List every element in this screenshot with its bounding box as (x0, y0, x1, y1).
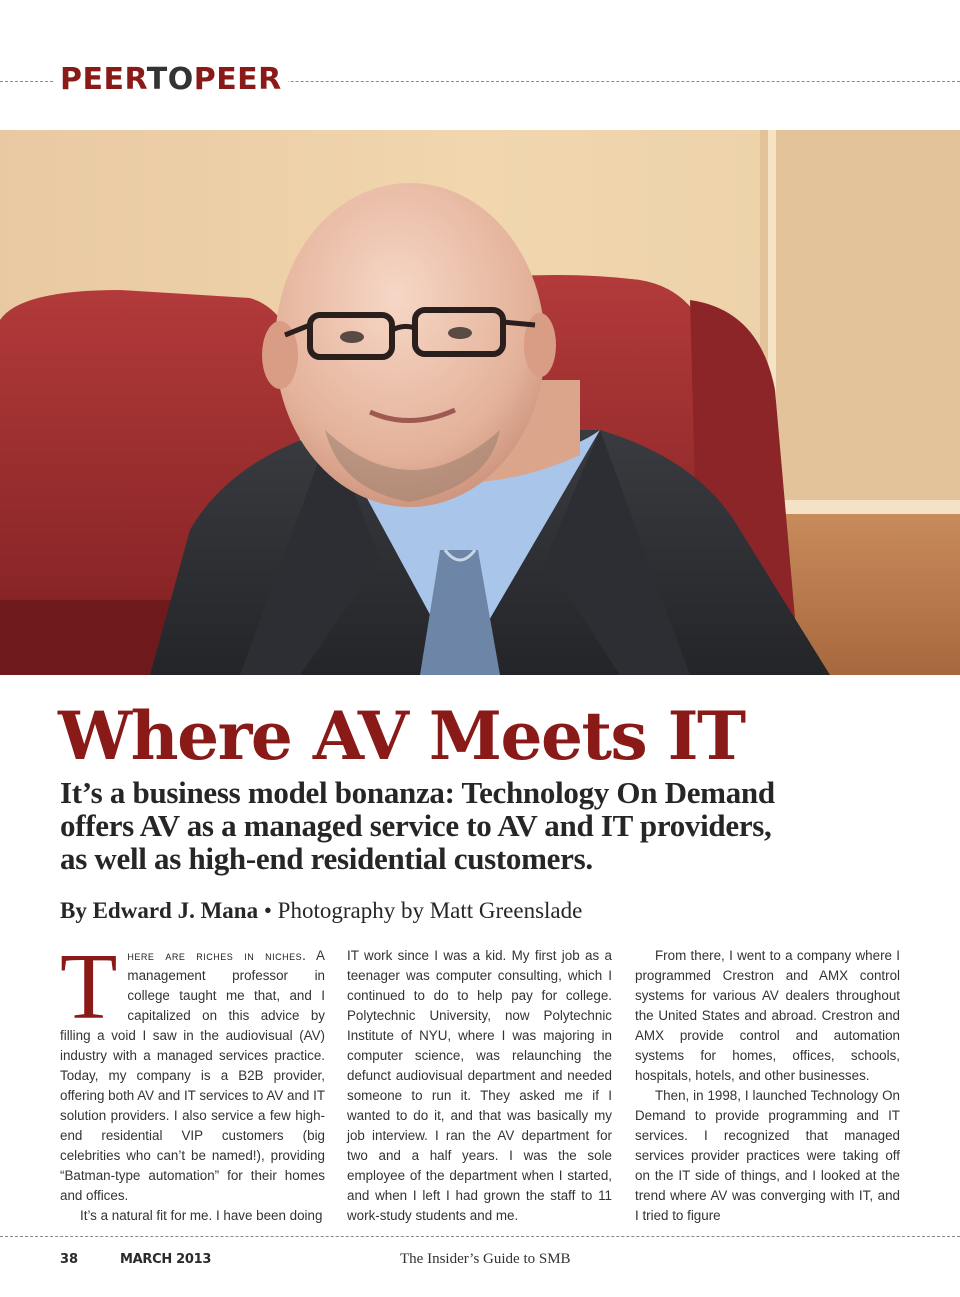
col3-paragraph2: Then, in 1998, I launched Technology On Demand to provide programming and IT services. I recognized that managed services provider practices were taking off on the IT side of things, and I looked at the trend where AV was converging with IT, and I tried to figure (635, 1088, 900, 1223)
portrait-photo (0, 130, 960, 675)
footer-rule (0, 1236, 960, 1237)
byline-author: By Edward J. Mana (60, 898, 259, 923)
drop-cap: T (60, 935, 118, 1039)
section-label-part2: TO (146, 62, 194, 97)
lead-in: here are riches in niches. (127, 948, 307, 963)
publication-name: The Insider’s Guide to SMB (400, 1251, 571, 1267)
article-column-2 (347, 946, 612, 1226)
section-label-part1: PEER (60, 62, 147, 97)
article-column-1 (60, 935, 325, 1226)
article-headline: Where AV Meets IT (58, 697, 745, 775)
byline-separator: • (258, 898, 278, 923)
col2-paragraph1: IT work since I was a kid. My first job as a teenager was computer consulting, which I continued to do to help pay for college. Polytechnic University, now Polytechnic Institute of NYU, where I was majoring in computer science, was relaunching the defunct audiovisual department and needed someone to run it. They asked me if I wanted to do it, and that was basically my job interview. I ran the AV department for two and a half years. I was the sole employee of the department when I started, and when I left I had grown the staff to 11 work-study students and me. (347, 948, 612, 1223)
article-deck: It’s a business model bonanza: Technology On Demand offers AV as a managed service to AV and IT providers, as well as high-end residential customers. (60, 775, 775, 876)
col3-paragraph1: From there, I went to a company where I programmed Crestron and AMX control systems for various AV dealers throughout the United States and abroad. Crestron and AMX provide control and automation systems for homes, offices, schools, hospitals, hotels, and other businesses. (635, 948, 900, 1083)
col1-paragraph2: It’s a natural fit for me. I have been doing (80, 1208, 323, 1223)
page-number: 38 (60, 1252, 79, 1267)
byline-photographer: Photography by Matt Greenslade (277, 898, 583, 923)
byline (60, 898, 582, 924)
issue-date: MARCH 2013 (120, 1252, 212, 1267)
article-column-3 (635, 946, 900, 1226)
section-label-part3: PEER (193, 62, 282, 97)
col1-paragraph1: A management professor in college taught me that, and I capitalized on this advice by filling a void I saw in the audiovisual (AV) industry with a managed services practice. Today, my company is a B2B provider, offering both AV and IT services to AV and IT solution providers. I also service a few high-end residential VIP customers (big celebrities who can’t be named!), providing “Batman-type automation” for their homes and offices. (60, 948, 325, 1203)
section-label (54, 62, 288, 98)
